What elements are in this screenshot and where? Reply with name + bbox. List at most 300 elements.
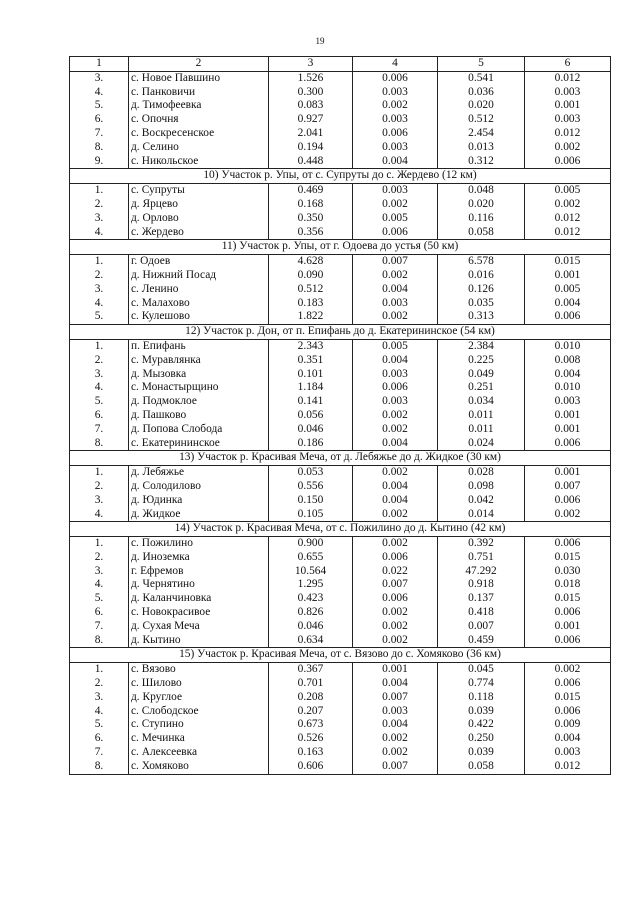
table-row xyxy=(70,409,611,423)
settlement-name: д. Сухая Меча xyxy=(129,620,269,634)
value-col-6: 0.006 xyxy=(525,677,611,691)
value-col-5: 0.225 xyxy=(438,354,525,368)
value-col-4: 0.004 xyxy=(353,494,438,508)
value-col-3: 1.295 xyxy=(269,578,353,592)
value-col-3: 0.900 xyxy=(269,537,353,551)
table-row xyxy=(70,508,611,522)
value-col-5: 0.541 xyxy=(438,71,525,85)
value-col-5: 2.384 xyxy=(438,339,525,353)
value-col-6: 0.012 xyxy=(525,226,611,240)
settlement-name: д. Иноземка xyxy=(129,551,269,565)
settlement-name: с. Жердево xyxy=(129,226,269,240)
table-row xyxy=(70,86,611,100)
value-col-6: 0.015 xyxy=(525,691,611,705)
value-col-3: 0.163 xyxy=(269,746,353,760)
row-number: 4. xyxy=(70,508,129,522)
value-col-6: 0.001 xyxy=(525,99,611,113)
row-number: 3. xyxy=(70,691,129,705)
row-number: 1. xyxy=(70,339,129,353)
settlement-name: с. Екатерининское xyxy=(129,437,269,451)
value-col-4: 0.002 xyxy=(353,508,438,522)
table-row xyxy=(70,99,611,113)
value-col-6: 0.015 xyxy=(525,551,611,565)
value-col-5: 0.918 xyxy=(438,578,525,592)
row-number: 9. xyxy=(70,155,129,169)
value-col-5: 0.058 xyxy=(438,760,525,774)
table-row xyxy=(70,677,611,691)
table-row xyxy=(70,606,611,620)
table-row xyxy=(70,705,611,719)
value-col-4: 0.004 xyxy=(353,155,438,169)
value-col-4: 0.002 xyxy=(353,746,438,760)
row-number: 6. xyxy=(70,113,129,127)
table-row xyxy=(70,565,611,579)
value-col-5: 0.751 xyxy=(438,551,525,565)
value-col-5: 0.035 xyxy=(438,297,525,311)
row-number: 7. xyxy=(70,620,129,634)
table-row xyxy=(70,466,611,480)
section-heading: 11) Участок р. Упы, от г. Одоева до устья (50 км) xyxy=(70,240,611,255)
value-col-6: 0.006 xyxy=(525,155,611,169)
value-col-5: 0.459 xyxy=(438,634,525,648)
value-col-5: 0.020 xyxy=(438,198,525,212)
settlement-name: с. Ступино xyxy=(129,718,269,732)
row-number: 4. xyxy=(70,381,129,395)
value-col-4: 0.003 xyxy=(353,705,438,719)
value-col-3: 0.351 xyxy=(269,354,353,368)
value-col-3: 0.150 xyxy=(269,494,353,508)
value-col-5: 0.774 xyxy=(438,677,525,691)
value-col-4: 0.006 xyxy=(353,592,438,606)
row-number: 2. xyxy=(70,354,129,368)
settlement-name: с. Муравлянка xyxy=(129,354,269,368)
value-col-3: 0.606 xyxy=(269,760,353,774)
settlement-name: с. Хомяково xyxy=(129,760,269,774)
row-number: 3. xyxy=(70,71,129,85)
table-row xyxy=(70,339,611,353)
value-col-6: 0.008 xyxy=(525,354,611,368)
value-col-3: 0.046 xyxy=(269,620,353,634)
row-number: 2. xyxy=(70,198,129,212)
table-row xyxy=(70,297,611,311)
settlement-name: д. Каланчиновка xyxy=(129,592,269,606)
value-col-4: 0.007 xyxy=(353,691,438,705)
row-number: 8. xyxy=(70,634,129,648)
value-col-3: 0.141 xyxy=(269,395,353,409)
row-number: 2. xyxy=(70,480,129,494)
value-col-4: 0.007 xyxy=(353,255,438,269)
row-number: 2. xyxy=(70,677,129,691)
value-col-4: 0.002 xyxy=(353,537,438,551)
column-header: 2 xyxy=(129,57,269,72)
value-col-3: 0.207 xyxy=(269,705,353,719)
table-row xyxy=(70,634,611,648)
value-col-3: 1.822 xyxy=(269,310,353,324)
value-col-4: 0.003 xyxy=(353,113,438,127)
row-number: 3. xyxy=(70,565,129,579)
settlement-name: д. Юдинка xyxy=(129,494,269,508)
value-col-3: 0.350 xyxy=(269,212,353,226)
value-col-5: 0.137 xyxy=(438,592,525,606)
settlement-name: д. Попова Слобода xyxy=(129,423,269,437)
table-row xyxy=(70,381,611,395)
row-number: 1. xyxy=(70,466,129,480)
value-col-4: 0.002 xyxy=(353,606,438,620)
value-col-3: 0.053 xyxy=(269,466,353,480)
column-header: 4 xyxy=(353,57,438,72)
header-row xyxy=(70,57,611,72)
value-col-6: 0.006 xyxy=(525,606,611,620)
value-col-6: 0.004 xyxy=(525,297,611,311)
table-row xyxy=(70,578,611,592)
value-col-5: 0.049 xyxy=(438,368,525,382)
value-col-6: 0.006 xyxy=(525,537,611,551)
column-header: 5 xyxy=(438,57,525,72)
table-row xyxy=(70,718,611,732)
value-col-4: 0.006 xyxy=(353,226,438,240)
table-row xyxy=(70,395,611,409)
value-col-3: 0.673 xyxy=(269,718,353,732)
value-col-3: 0.356 xyxy=(269,226,353,240)
row-number: 3. xyxy=(70,368,129,382)
value-col-4: 0.007 xyxy=(353,578,438,592)
section-heading: 10) Участок р. Упы, от с. Супруты до с. Жердево (12 км) xyxy=(70,169,611,184)
table-row xyxy=(70,732,611,746)
value-col-3: 0.469 xyxy=(269,184,353,198)
row-number: 2. xyxy=(70,269,129,283)
table-row xyxy=(70,691,611,705)
value-col-4: 0.002 xyxy=(353,269,438,283)
value-col-5: 0.016 xyxy=(438,269,525,283)
row-number: 5. xyxy=(70,718,129,732)
value-col-4: 0.004 xyxy=(353,718,438,732)
page-number: 19 xyxy=(315,36,325,46)
table-row xyxy=(70,113,611,127)
value-col-4: 0.002 xyxy=(353,620,438,634)
settlement-name: п. Епифань xyxy=(129,339,269,353)
value-col-3: 0.168 xyxy=(269,198,353,212)
value-col-4: 0.004 xyxy=(353,354,438,368)
value-col-3: 0.105 xyxy=(269,508,353,522)
table-row xyxy=(70,368,611,382)
data-table xyxy=(69,56,611,775)
row-number: 6. xyxy=(70,732,129,746)
section-heading-row xyxy=(70,240,611,255)
value-col-5: 0.418 xyxy=(438,606,525,620)
value-col-6: 0.005 xyxy=(525,283,611,297)
value-col-3: 0.194 xyxy=(269,141,353,155)
row-number: 5. xyxy=(70,592,129,606)
table-body xyxy=(70,57,611,775)
settlement-name: д. Лебяжье xyxy=(129,466,269,480)
value-col-3: 0.556 xyxy=(269,480,353,494)
value-col-4: 0.002 xyxy=(353,423,438,437)
row-number: 5. xyxy=(70,395,129,409)
row-number: 4. xyxy=(70,226,129,240)
value-col-5: 0.020 xyxy=(438,99,525,113)
value-col-5: 47.292 xyxy=(438,565,525,579)
row-number: 1. xyxy=(70,255,129,269)
value-col-5: 0.512 xyxy=(438,113,525,127)
value-col-3: 0.056 xyxy=(269,409,353,423)
value-col-3: 0.826 xyxy=(269,606,353,620)
value-col-3: 0.634 xyxy=(269,634,353,648)
section-heading: 15) Участок р. Красивая Меча, от с. Вязово до с. Хомяково (36 км) xyxy=(70,648,611,663)
value-col-4: 0.005 xyxy=(353,339,438,353)
settlement-name: д. Мызовка xyxy=(129,368,269,382)
table-row xyxy=(70,592,611,606)
value-col-4: 0.002 xyxy=(353,732,438,746)
value-col-5: 6.578 xyxy=(438,255,525,269)
table-row xyxy=(70,269,611,283)
table-row xyxy=(70,746,611,760)
settlement-name: д. Селино xyxy=(129,141,269,155)
table-row xyxy=(70,663,611,677)
value-col-6: 0.012 xyxy=(525,127,611,141)
settlement-name: с. Малахово xyxy=(129,297,269,311)
settlement-name: д. Ярцево xyxy=(129,198,269,212)
table-row xyxy=(70,480,611,494)
value-col-6: 0.010 xyxy=(525,339,611,353)
table-row xyxy=(70,155,611,169)
value-col-4: 0.004 xyxy=(353,480,438,494)
section-heading: 13) Участок р. Красивая Меча, от д. Лебяжье до д. Жидкое (30 км) xyxy=(70,451,611,466)
section-heading: 12) Участок р. Дон, от п. Епифань до д. Екатерининское (54 км) xyxy=(70,325,611,340)
settlement-name: с. Супруты xyxy=(129,184,269,198)
value-col-6: 0.003 xyxy=(525,746,611,760)
row-number: 4. xyxy=(70,297,129,311)
value-col-4: 0.003 xyxy=(353,141,438,155)
settlement-name: д. Орлово xyxy=(129,212,269,226)
value-col-4: 0.003 xyxy=(353,184,438,198)
value-col-5: 0.116 xyxy=(438,212,525,226)
table-row xyxy=(70,141,611,155)
settlement-name: д. Нижний Посад xyxy=(129,269,269,283)
value-col-4: 0.001 xyxy=(353,663,438,677)
value-col-3: 0.927 xyxy=(269,113,353,127)
section-heading-row xyxy=(70,451,611,466)
value-col-6: 0.006 xyxy=(525,494,611,508)
value-col-5: 0.250 xyxy=(438,732,525,746)
value-col-3: 0.090 xyxy=(269,269,353,283)
value-col-6: 0.004 xyxy=(525,368,611,382)
row-number: 8. xyxy=(70,760,129,774)
value-col-4: 0.004 xyxy=(353,283,438,297)
value-col-5: 0.011 xyxy=(438,423,525,437)
value-col-4: 0.003 xyxy=(353,297,438,311)
value-col-4: 0.002 xyxy=(353,409,438,423)
value-col-4: 0.004 xyxy=(353,437,438,451)
table-row xyxy=(70,184,611,198)
value-col-6: 0.009 xyxy=(525,718,611,732)
value-col-5: 0.007 xyxy=(438,620,525,634)
section-heading-row xyxy=(70,169,611,184)
settlement-name: с. Воскресенское xyxy=(129,127,269,141)
value-col-3: 2.041 xyxy=(269,127,353,141)
settlement-name: с. Новое Павшино xyxy=(129,71,269,85)
row-number: 3. xyxy=(70,283,129,297)
value-col-5: 0.042 xyxy=(438,494,525,508)
table-row xyxy=(70,760,611,774)
value-col-6: 0.006 xyxy=(525,310,611,324)
settlement-name: д. Жидкое xyxy=(129,508,269,522)
value-col-6: 0.010 xyxy=(525,381,611,395)
settlement-name: г. Одоев xyxy=(129,255,269,269)
settlement-name: д. Чернятино xyxy=(129,578,269,592)
settlement-name: с. Никольское xyxy=(129,155,269,169)
settlement-name: с. Панковичи xyxy=(129,86,269,100)
value-col-5: 0.013 xyxy=(438,141,525,155)
value-col-5: 0.045 xyxy=(438,663,525,677)
value-col-3: 0.701 xyxy=(269,677,353,691)
value-col-4: 0.005 xyxy=(353,212,438,226)
settlement-name: д. Круглое xyxy=(129,691,269,705)
value-col-5: 0.422 xyxy=(438,718,525,732)
value-col-5: 0.251 xyxy=(438,381,525,395)
value-col-3: 0.186 xyxy=(269,437,353,451)
value-col-6: 0.007 xyxy=(525,480,611,494)
value-col-4: 0.002 xyxy=(353,634,438,648)
table-row xyxy=(70,551,611,565)
value-col-6: 0.004 xyxy=(525,732,611,746)
value-col-5: 0.312 xyxy=(438,155,525,169)
value-col-3: 0.101 xyxy=(269,368,353,382)
value-col-5: 0.039 xyxy=(438,705,525,719)
table-row xyxy=(70,437,611,451)
table-row xyxy=(70,212,611,226)
value-col-4: 0.006 xyxy=(353,381,438,395)
row-number: 5. xyxy=(70,310,129,324)
value-col-5: 0.014 xyxy=(438,508,525,522)
value-col-5: 0.098 xyxy=(438,480,525,494)
value-col-5: 0.011 xyxy=(438,409,525,423)
value-col-6: 0.012 xyxy=(525,760,611,774)
row-number: 3. xyxy=(70,212,129,226)
value-col-4: 0.002 xyxy=(353,310,438,324)
row-number: 7. xyxy=(70,127,129,141)
value-col-6: 0.030 xyxy=(525,565,611,579)
value-col-3: 10.564 xyxy=(269,565,353,579)
value-col-4: 0.022 xyxy=(353,565,438,579)
table-row xyxy=(70,127,611,141)
settlement-name: д. Пашково xyxy=(129,409,269,423)
value-col-3: 0.046 xyxy=(269,423,353,437)
settlement-name: д. Солодилово xyxy=(129,480,269,494)
table-row xyxy=(70,198,611,212)
value-col-6: 0.001 xyxy=(525,269,611,283)
settlement-name: с. Мечинка xyxy=(129,732,269,746)
row-number: 5. xyxy=(70,99,129,113)
value-col-3: 0.183 xyxy=(269,297,353,311)
value-col-4: 0.006 xyxy=(353,71,438,85)
value-col-3: 0.526 xyxy=(269,732,353,746)
table-row xyxy=(70,620,611,634)
value-col-6: 0.015 xyxy=(525,592,611,606)
value-col-4: 0.006 xyxy=(353,127,438,141)
column-header: 1 xyxy=(70,57,129,72)
settlement-name: с. Алексеевка xyxy=(129,746,269,760)
row-number: 4. xyxy=(70,86,129,100)
value-col-4: 0.003 xyxy=(353,395,438,409)
value-col-3: 4.628 xyxy=(269,255,353,269)
row-number: 8. xyxy=(70,141,129,155)
table-row xyxy=(70,537,611,551)
value-col-6: 0.006 xyxy=(525,437,611,451)
table-row xyxy=(70,255,611,269)
settlement-name: с. Ленино xyxy=(129,283,269,297)
value-col-4: 0.003 xyxy=(353,368,438,382)
settlement-name: д. Подмоклое xyxy=(129,395,269,409)
value-col-5: 0.039 xyxy=(438,746,525,760)
row-number: 7. xyxy=(70,423,129,437)
settlement-name: г. Ефремов xyxy=(129,565,269,579)
value-col-3: 0.208 xyxy=(269,691,353,705)
settlement-name: с. Новокрасивое xyxy=(129,606,269,620)
row-number: 7. xyxy=(70,746,129,760)
settlement-name: д. Кытино xyxy=(129,634,269,648)
value-col-6: 0.005 xyxy=(525,184,611,198)
value-col-6: 0.012 xyxy=(525,212,611,226)
column-header: 6 xyxy=(525,57,611,72)
table-row xyxy=(70,494,611,508)
value-col-3: 1.184 xyxy=(269,381,353,395)
value-col-3: 0.083 xyxy=(269,99,353,113)
value-col-4: 0.002 xyxy=(353,466,438,480)
value-col-4: 0.002 xyxy=(353,198,438,212)
value-col-5: 2.454 xyxy=(438,127,525,141)
value-col-6: 0.006 xyxy=(525,634,611,648)
settlement-name: с. Опочня xyxy=(129,113,269,127)
table-row xyxy=(70,310,611,324)
row-number: 1. xyxy=(70,537,129,551)
value-col-6: 0.001 xyxy=(525,466,611,480)
value-col-6: 0.015 xyxy=(525,255,611,269)
row-number: 8. xyxy=(70,437,129,451)
value-col-3: 0.367 xyxy=(269,663,353,677)
value-col-4: 0.002 xyxy=(353,99,438,113)
value-col-6: 0.001 xyxy=(525,409,611,423)
value-col-6: 0.001 xyxy=(525,423,611,437)
value-col-3: 2.343 xyxy=(269,339,353,353)
value-col-6: 0.002 xyxy=(525,141,611,155)
section-heading-row xyxy=(70,522,611,537)
value-col-6: 0.003 xyxy=(525,86,611,100)
value-col-6: 0.002 xyxy=(525,508,611,522)
value-col-5: 0.313 xyxy=(438,310,525,324)
row-number: 1. xyxy=(70,663,129,677)
table-row xyxy=(70,226,611,240)
value-col-3: 0.512 xyxy=(269,283,353,297)
settlement-name: с. Пожилино xyxy=(129,537,269,551)
row-number: 6. xyxy=(70,606,129,620)
row-number: 2. xyxy=(70,551,129,565)
row-number: 1. xyxy=(70,184,129,198)
value-col-4: 0.006 xyxy=(353,551,438,565)
value-col-6: 0.012 xyxy=(525,71,611,85)
value-col-6: 0.003 xyxy=(525,395,611,409)
settlement-name: с. Вязово xyxy=(129,663,269,677)
value-col-5: 0.126 xyxy=(438,283,525,297)
row-number: 3. xyxy=(70,494,129,508)
value-col-3: 0.423 xyxy=(269,592,353,606)
row-number: 4. xyxy=(70,705,129,719)
value-col-5: 0.036 xyxy=(438,86,525,100)
value-col-5: 0.048 xyxy=(438,184,525,198)
column-header: 3 xyxy=(269,57,353,72)
value-col-6: 0.001 xyxy=(525,620,611,634)
section-heading: 14) Участок р. Красивая Меча, от с. Пожилино до д. Кытино (42 км) xyxy=(70,522,611,537)
value-col-3: 1.526 xyxy=(269,71,353,85)
